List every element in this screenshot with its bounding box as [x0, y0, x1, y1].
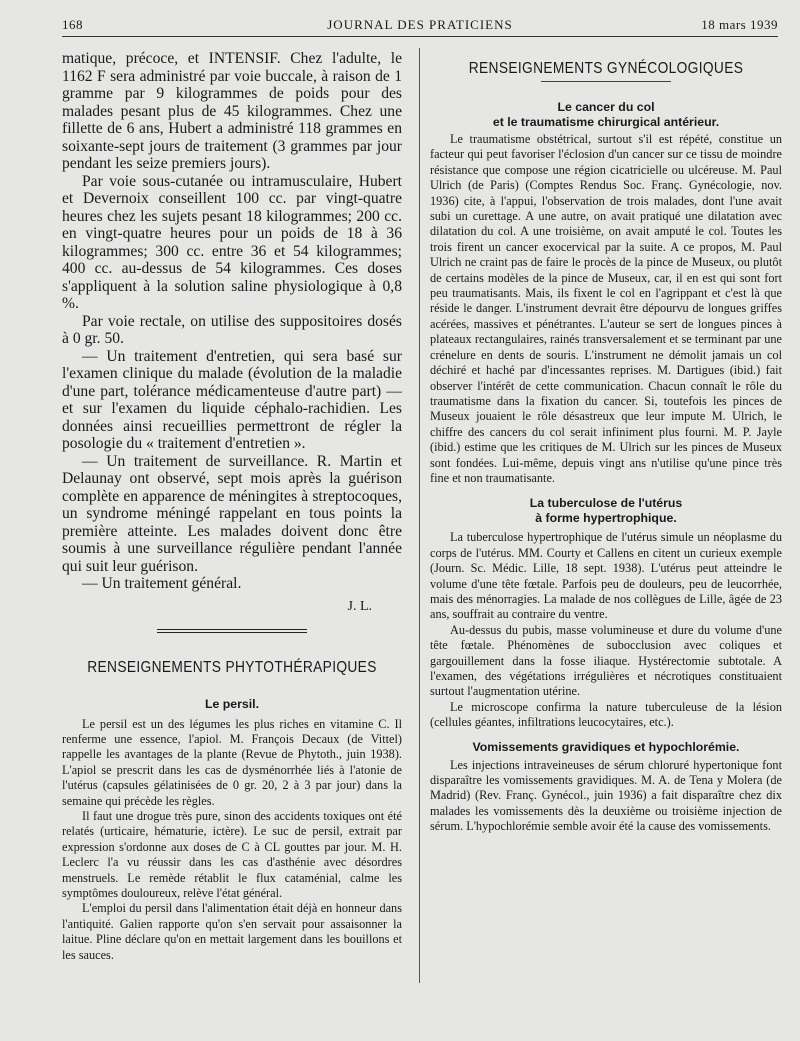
treatment-continuation	[62, 50, 402, 593]
article-persil	[62, 717, 402, 964]
article-title-line: et le traumatisme chirurgical antérieur.	[492, 115, 720, 129]
article-title-line: La tuberculose de l'utérus	[529, 496, 683, 511]
article-tuberculose	[430, 530, 782, 730]
article-title-line: à forme hypertrophique.	[535, 511, 677, 526]
article-title-line: Le cancer du col	[557, 100, 655, 114]
body-paragraph: — Un traitement général.	[82, 575, 242, 592]
section-title-gynecology: RENSEIGNEMENTS GYNÉCOLOGIQUES	[468, 60, 744, 77]
issue-date: 18 mars 1939	[701, 17, 778, 32]
article-title-vomissements: Vomissements gravidiques et hypochlorémie.	[472, 739, 740, 754]
body-paragraph: L'emploi du persil dans l'alimentation était déjà en honneur dans l'antiquité. Galien rapporte qu'on s'en servait pour assaisonner la laitue. Pline déclare qu'on en mettait largement dans les bouillons et les sauces.	[62, 901, 402, 962]
body-paragraph: matique, précoce, et INTENSIF. Chez l'adulte, le 1162 F sera administré par voie buccale, à raison de 1 gramme par 9 kilogrammes de poids pour des malades pesant plus de 45 kilogrammes. Chez une fillette de 6 ans, Hubert a administré 118 grammes en soixante-sept jours de traitement (3 grammes par jour pendant les seize premiers jours).	[62, 50, 402, 172]
body-paragraph: — Un traitement d'entretien, qui sera basé sur l'examen clinique du malade (évolution de la maladie d'une part, tolérance médicamenteuse d'autre part) — et sur l'examen du liquide céphalo-rachidien. Les données ainsi recueillies permettront de régler la posologie du « traitement d'entretien ».	[62, 347, 402, 452]
article-vomissements	[430, 758, 782, 835]
article-cancer-col	[430, 132, 782, 486]
body-paragraph: Par voie sous-cutanée ou intramusculaire, Hubert et Devernoix conseillent 100 cc. par vingt-quatre heures chez les sujets pesant 18 kilogrammes; 200 cc. en vingt-quatre heures pour un poids de 18 à 36 kilogrammes; 300 cc. entre 36 et 54 kilogrammes; 400 cc. au-dessus de 54 kilogrammes. Ces doses s'appliquent à la solution saline physiologique à 0,8 %.	[62, 172, 402, 312]
section-separator	[157, 629, 307, 633]
author-signoff: J. L.	[347, 598, 372, 614]
body-paragraph: Le persil est un des légumes les plus riches en vitamine C. Il renferme une essence, l'apiol. M. François Decaux (de Vittel) rappelle les avantages de la plante (Revue de Phytoth., juin 1938). L'apiol se prescrit dans les cas de dysménorrhée liés à l'atonie de l'utérus (capsules gélatinisées de 0 gr. 20, 2 à 3 par jour) dans la semaine qui précède les règles.	[62, 716, 402, 808]
section-title-phytotherapy: RENSEIGNEMENTS PHYTOTHÉRAPIQUES	[87, 658, 377, 676]
left-column	[62, 50, 402, 963]
body-paragraph: Il faut une drogue très pure, sinon des accidents toxiques ont été relatés (urticaire, hématurie, ictère). Le suc de persil, extrait par expression s'ordonne aux doses de C à CL gouttes par jour. M. H. Leclerc l'a vu réussir dans les cas d'asthénie avec désordres menstruels. Le remède rétablit le flux cataménial, calme les symptômes douloureux, relève l'état général.	[62, 808, 402, 900]
body-paragraph: — Un traitement de surveillance. R. Martin et Delaunay ont observé, sept mois après la guérison complète en apparence de méningites à streptocoques, un syndrome méningé rappelant en tous points la première atteinte. Les malades doivent donc être soumis à une surveillance régulière pendant l'année qui suit leur guérison.	[62, 452, 402, 575]
journal-title: JOURNAL DES PRATICIENS	[327, 17, 513, 32]
body-paragraph: Au-dessus du pubis, masse volumineuse et dure du volume d'une tête fœtale. Phénomènes de subocclusion avec coliques et gargouillement dans la fosse iliaque. Hystérectomie subtotale. A l'examen, des végétations irrégulières et nécrotiques constituaient surtout l'augmentation utérine.	[430, 622, 782, 699]
body-paragraph: Le traumatisme obstétrical, surtout s'il est répété, constitue un facteur qui peut favoriser l'éclosion d'un cancer sur ce tissu de moindre résistance que compose une région cicatricielle ou ulcéreuse. M. Paul Ulrich (de Paris) (Comptes Rendus Soc. Franç. Gynécologie, nov. 1936) cite, à l'appui, l'observation de trois malades, dont l'une avait subi un curettage. A une autre, on avait pratiqué une dilatation avec dilatation du col. A une troisième, on avait amputé le col. Toutes les trois firent un cancer exocervical par la suite. A ce propos, M. Paul Ulrich ne craint pas de faire le procès de la pince de Museux, ou plutôt de certains modèles de la pince de Museux, car, il en est qui sont fort peu traumatisants. Mais, ils fixent le col en l'agrippant et c'est là que réside le danger. L'instrument devrait être dépourvu de longues griffes acérées, massives et pénétrantes. L'auteur se sert de longues pinces à plateaux rectangulaires, rainés transversalement et se terminant par une crénelure en dents de souris. L'instrument ne démolit jamais un col déchiré et haché par d'incessantes reprises. M. Dartigues (ibid.) fait observer l'intérêt de cette communication. Chacun connaît le rôle du traumatisme dans la fixation du cancer. Si, toutefois les pinces de Museux jouaient le rôle désastreux que leur impute M. Ulrich, le chiffre des cancers du col serait infiniment plus fourni. M. P. Jayle (ibid.) estime que les critiques de M. Ulrich sur les pinces de Museux sont fondées. Lui-même, depuis vingt ans n'utilise qu'une pince très fine et non traumatisante.	[430, 132, 782, 485]
body-paragraph: Par voie rectale, on utilise des suppositoires dosés à 0 gr. 50.	[62, 312, 402, 347]
column-divider	[419, 48, 420, 983]
article-title-persil: Le persil.	[205, 696, 259, 711]
body-paragraph: Le microscope confirma la nature tuberculeuse de la lésion (cellules géantes, infiltrations leucocytaires, etc.).	[430, 699, 782, 730]
page-number: 168	[62, 17, 83, 32]
page-header	[62, 14, 778, 36]
body-paragraph: La tuberculose hypertrophique de l'utérus simule un néoplasme du corps de l'utérus. MM. Courty et Callens en citent un curieux exemple (Journ. Sc. Médic. Lille, 18 sept. 1938). L'utérus peut atteindre le volume d'une tête fœtale. Parfois peu de douleurs, peu de leucorrhée, mais des ménorragies. La malade de nos collègues de Lille, âgée de 23 ans, souffrait au contraire du ventre.	[430, 530, 782, 622]
article-title-tuberculose	[430, 496, 782, 526]
right-column	[430, 50, 782, 835]
article-title-cancer-col	[430, 100, 782, 130]
header-rule	[62, 36, 778, 37]
body-paragraph: Les injections intraveineuses de sérum chloruré hypertonique font disparaître les vomissements gravidiques. M. A. de Tena y Molera (de Madrid) (Rev. Franç. Gynécol., juin 1936) a fait disparaître chez dix malades les vomissements dès la deuxième ou troisième injection de sérum. L'hypochlorémie semble avoir été la cause des vomissements.	[430, 757, 782, 834]
title-underline	[541, 81, 671, 82]
